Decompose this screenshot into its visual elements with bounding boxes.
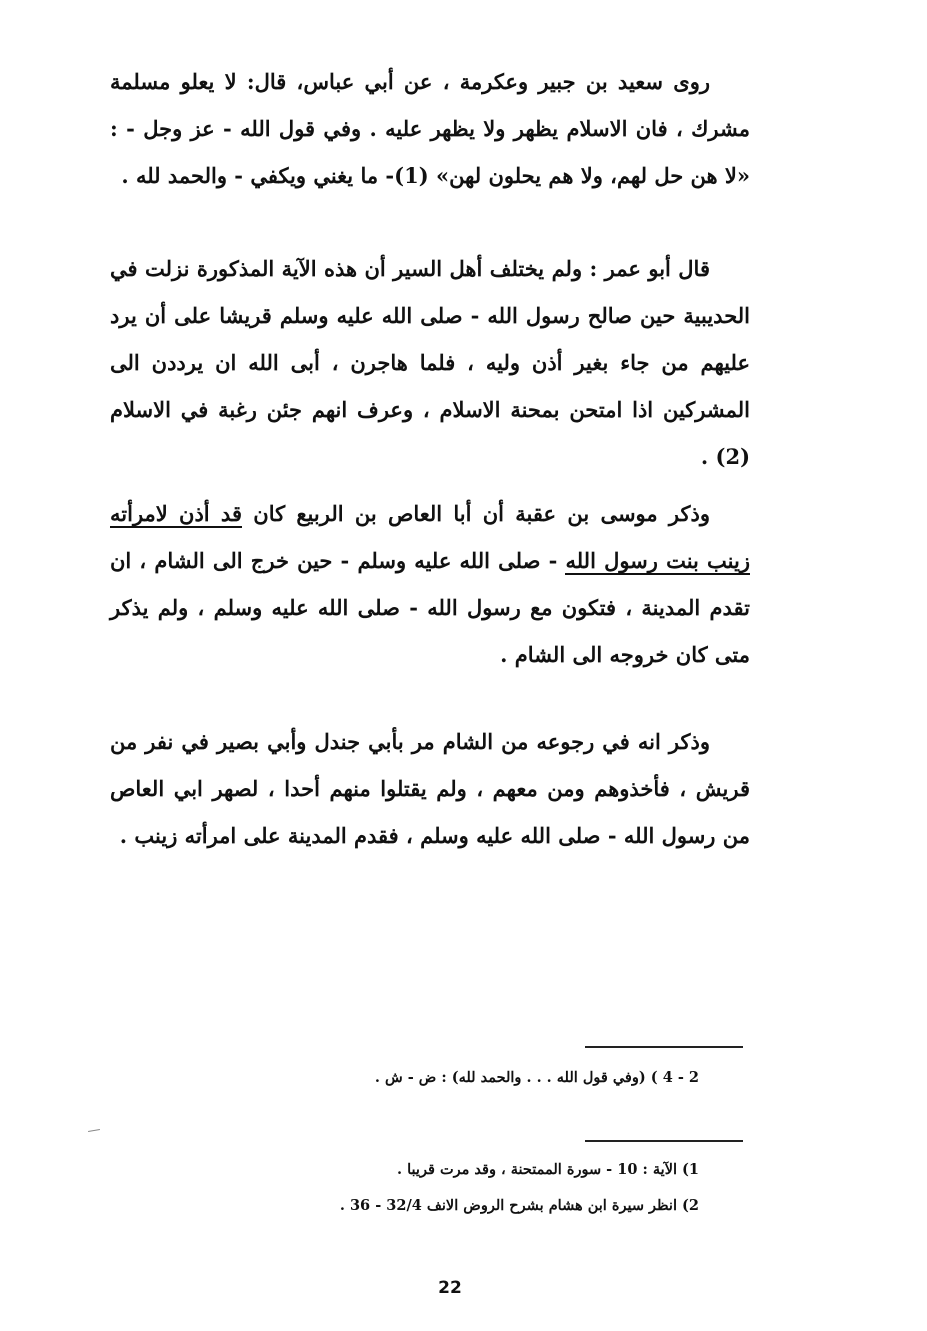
paragraph-text-start: وذكر موسى بن عقبة أن أبا العاص بن الربيع كان (242, 501, 711, 526)
footnote-2: 2) انظر سيرة ابن هشام بشرح الروض الانف 32/4 - 36 . (339, 1197, 699, 1214)
footnote-separator (585, 1140, 743, 1142)
page-number: 22 (438, 1278, 462, 1298)
paragraph-2 (110, 245, 750, 480)
paragraph-3 (110, 490, 750, 678)
footnote-separator (585, 1046, 743, 1048)
paragraph-text: روى سعيد بن جبير وعكرمة ، عن أبي عباس، قال: لا يعلو مسلمة مشرك ، فان الاسلام يظهر ولا يظهر عليه . وفي قول الله - عز وجل - : «لا هن حل لهم، ولا هم يحلون لهن» (1)- ما يغني ويكفي - والحمد لله . (110, 69, 750, 188)
paragraph-4 (110, 718, 750, 859)
stray-mark (88, 1129, 100, 1132)
paragraph-text (110, 490, 750, 678)
paragraph-text: قال أبو عمر : ولم يختلف أهل السير أن هذه الآية المذكورة نزلت في الحديبية حين صالح رسول الله - صلى الله عليه وسلم قريشا على أن يرد عليهم من جاء بغير أذن وليه ، فلما هاجرن ، أبى الله ان يرددن الى المشركين اذا امتحن بمحنة الاسلام ، وعرف انهم جئن رغبة في الاسلام (2) . (110, 256, 750, 469)
paragraph-1 (110, 58, 750, 199)
footnote-1: 1) الآية : 10 - سورة الممتحنة ، وقد مرت قريبا . (397, 1161, 699, 1178)
underlined-phrase: قد أذن لامرأته زينب بنت رسول الله (110, 501, 750, 573)
editorial-footnote: 2 - 4 ) (وفي قول الله . . . والحمد لله) : ض - ش . (374, 1069, 699, 1086)
paragraph-text: وذكر انه في رجوعه من الشام مر بأبي جندل وأبي بصير في نفر من قريش ، فأخذوهم ومن معهم ، ولم يقتلوا منهم أحدا ، لصهر ابي العاص من رسول الله - صلى الله عليه وسلم ، فقدم المدينة على امرأته زينب . (110, 729, 750, 848)
paragraph-text-end: - صلى الله عليه وسلم - حين خرج الى الشام ، ان تقدم المدينة ، فتكون مع رسول الله - صلى الله عليه وسلم ، ولم يذكر متى كان خروجه الى الشام . (110, 548, 750, 667)
